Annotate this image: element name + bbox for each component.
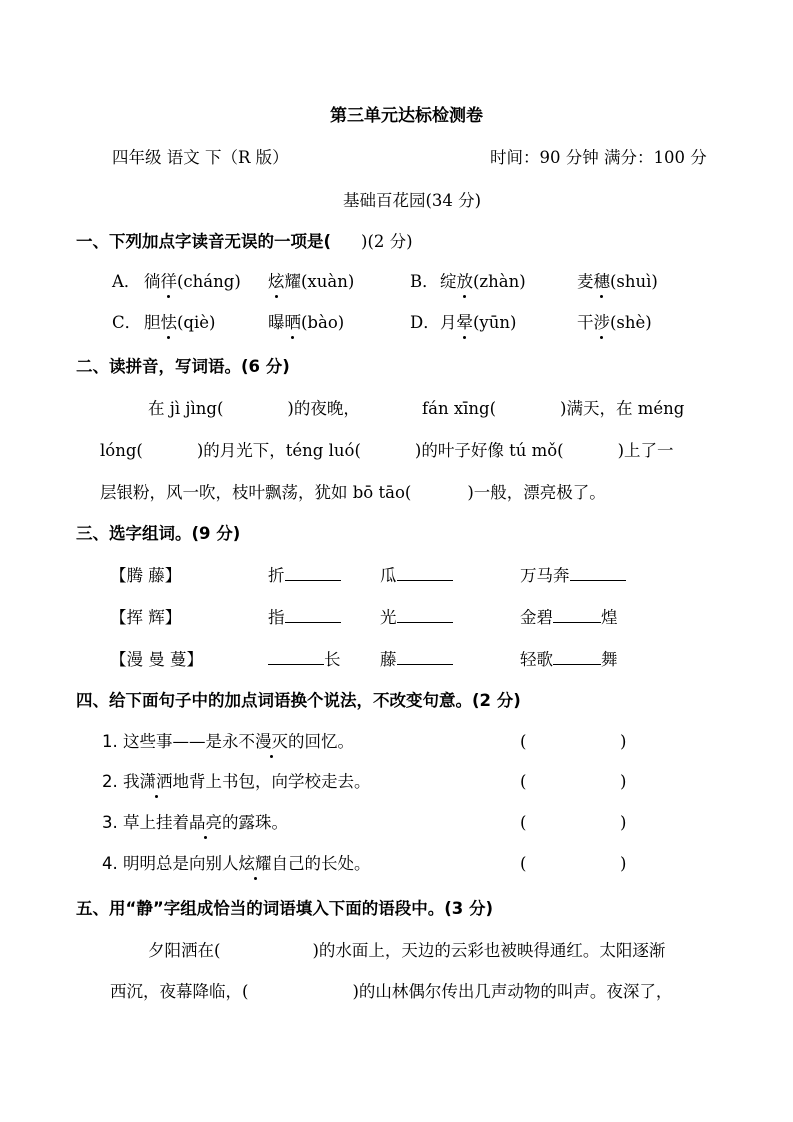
pinyin: (bào) [301,313,345,332]
text: 自己的长处。 [271,854,371,873]
q1-option-a-word1 [144,271,241,293]
q1-option-c-word2 [268,312,344,334]
question-3-stem: 三、选字组词。(9 分) [76,524,241,543]
q3-row-3-cell-3 [520,649,618,671]
section-title: 基础百花园(34 分) [343,191,482,210]
char: 曝 [268,313,285,332]
dotted-word: 漫灭 [255,732,288,751]
q3-row-1-cell-1 [268,565,341,587]
q1-option-d-label: D． [410,313,440,332]
q4-item-4 [102,853,371,875]
q5-line-2 [110,981,672,1003]
answer-blank[interactable] [397,566,453,581]
q4-answer-2-open: ( [520,772,527,791]
answer-blank[interactable] [397,650,453,665]
text: 万马奔 [520,566,570,585]
q5-line-1 [148,940,665,962]
item-number: 2. [102,772,118,791]
text: 层银粉，风一吹，枝叶飘荡，犹如 bō tāo( [100,483,412,502]
answer-blank[interactable] [285,608,341,623]
answer-blank[interactable] [397,608,453,623]
q4-answer-3-close: ) [620,813,627,832]
pinyin: (shuì) [610,272,658,291]
dotted-char: 晕 [456,313,473,332]
text: 夕阳洒在( [148,941,221,960]
q1-option-b-word2 [577,271,658,293]
q1-option-b-word1 [440,271,526,293]
q1-option-c-word1 [144,312,215,334]
q3-row-3-choice: 【漫 曼 蔓】 [110,650,203,669]
text: )上了一 [617,441,674,460]
text: 煌 [601,608,618,627]
q1-option-a-word2 [268,271,354,293]
dotted-char: 穗 [593,272,610,291]
time-score-info: 时间：90 分钟 满分：100 分 [490,148,707,167]
text: 瓜 [380,566,397,585]
dotted-char: 徉 [160,272,177,291]
answer-blank[interactable] [268,650,324,665]
text: 这些事——是永不 [123,732,255,751]
q1-option-c-label: C． [112,313,142,332]
text: )一般，漂亮极了。 [467,483,606,502]
char: 徜 [144,272,161,291]
item-number: 3. [102,813,118,832]
q1-option-a-label: A． [112,272,141,291]
text: lóng( [100,441,143,460]
dotted-word: 潇洒 [139,772,173,791]
pinyin: (cháng) [177,272,241,291]
page-title: 第三单元达标检测卷 [330,106,483,126]
text: 藤 [380,650,397,669]
text: )的月光下，téng luó( [196,441,361,460]
char: 胆 [144,313,161,332]
item-number: 4. [102,854,118,873]
q4-item-3 [102,812,288,834]
q1-stem-end: )(2 分) [361,232,413,251]
text: 明明总是向别人 [123,854,239,873]
question-4-stem: 四、给下面句子中的加点词语换个说法，不改变句意。(2 分) [76,691,521,710]
dotted-char: 晒 [284,313,301,332]
text: 轻歌 [520,650,553,669]
q4-answer-1-close: ) [620,732,627,751]
q3-row-3-cell-2 [380,649,453,671]
text: 指 [268,608,285,627]
q3-row-1-cell-3 [520,565,626,587]
text: 舞 [601,650,618,669]
answer-blank[interactable] [553,650,601,665]
char: 干 [577,313,594,332]
q4-answer-1-open: ( [520,732,527,751]
q4-answer-2-close: ) [620,772,627,791]
q1-option-d-word1 [440,312,516,334]
dotted-char: 炫 [268,272,285,291]
answer-blank[interactable] [570,566,626,581]
text: )的夜晚， [287,399,360,418]
question-1-stem [76,231,413,253]
q1-stem-text: 一、下列加点字读音无误的一项是( [76,232,332,251]
text: 的露珠。 [222,813,288,832]
text: )的叶子好像 tú mǒ( [414,441,564,460]
q3-row-2-cell-2 [380,607,453,629]
text: 我 [123,772,140,791]
q1-option-b-label: B． [410,272,439,291]
text: )的山林偶尔传出几声动物的叫声。夜深了， [352,982,673,1001]
q2-line-3 [100,482,606,504]
q2-line-1 [148,398,360,420]
q3-row-2-cell-3 [520,607,618,629]
q1-option-d-word2 [577,312,652,334]
dotted-word: 炫耀 [238,854,272,873]
char: 绽 [440,272,457,291]
text: 金碧 [520,608,553,627]
text: 西沉，夜幕降临，( [110,982,249,1001]
text: 折 [268,566,285,585]
text: 长 [324,650,341,669]
q2-line-2 [100,440,674,462]
grade-info: 四年级 语文 下（R 版） [112,148,289,167]
q4-answer-3-open: ( [520,813,527,832]
q4-answer-4-close: ) [620,854,627,873]
q3-row-1-choice: 【腾 藤】 [110,566,182,585]
text: 地背上书包，向学校走去。 [172,772,371,791]
answer-blank[interactable] [285,566,341,581]
text: fán xīng( [422,399,497,418]
char: 月 [440,313,457,332]
q3-row-1-cell-2 [380,565,453,587]
dotted-char: 涉 [593,313,610,332]
pinyin: (shè) [610,313,652,332]
text: 的回忆。 [288,732,354,751]
q4-item-2 [102,771,371,793]
dotted-word: 晶亮 [189,813,222,832]
question-5-stem: 五、用“静”字组成恰当的词语填入下面的语段中。(3 分) [76,899,493,918]
q2-line-1b [422,398,684,420]
char: 麦 [577,272,594,291]
text: )满天，在 méng [560,399,685,418]
dotted-char: 怯 [160,313,177,332]
pinyin: (qiè) [177,313,216,332]
pinyin: (yūn) [473,313,517,332]
dotted-char: 放 [456,272,473,291]
q4-answer-4-open: ( [520,854,527,873]
q4-item-1 [102,731,354,753]
question-2-stem: 二、读拼音，写词语。(6 分) [76,357,290,376]
text: 草上挂着 [123,813,189,832]
q3-row-2-choice: 【挥 辉】 [110,608,182,627]
text: )的水面上，天边的云彩也被映得通红。太阳逐渐 [312,941,666,960]
text: 光 [380,608,397,627]
q3-row-3-cell-1 [268,649,341,671]
q3-row-2-cell-1 [268,607,341,629]
pinyin: 耀(xuàn) [284,272,355,291]
pinyin: (zhàn) [473,272,526,291]
item-number: 1. [102,732,118,751]
text: 在 jì jìng( [148,399,224,418]
answer-blank[interactable] [553,608,601,623]
